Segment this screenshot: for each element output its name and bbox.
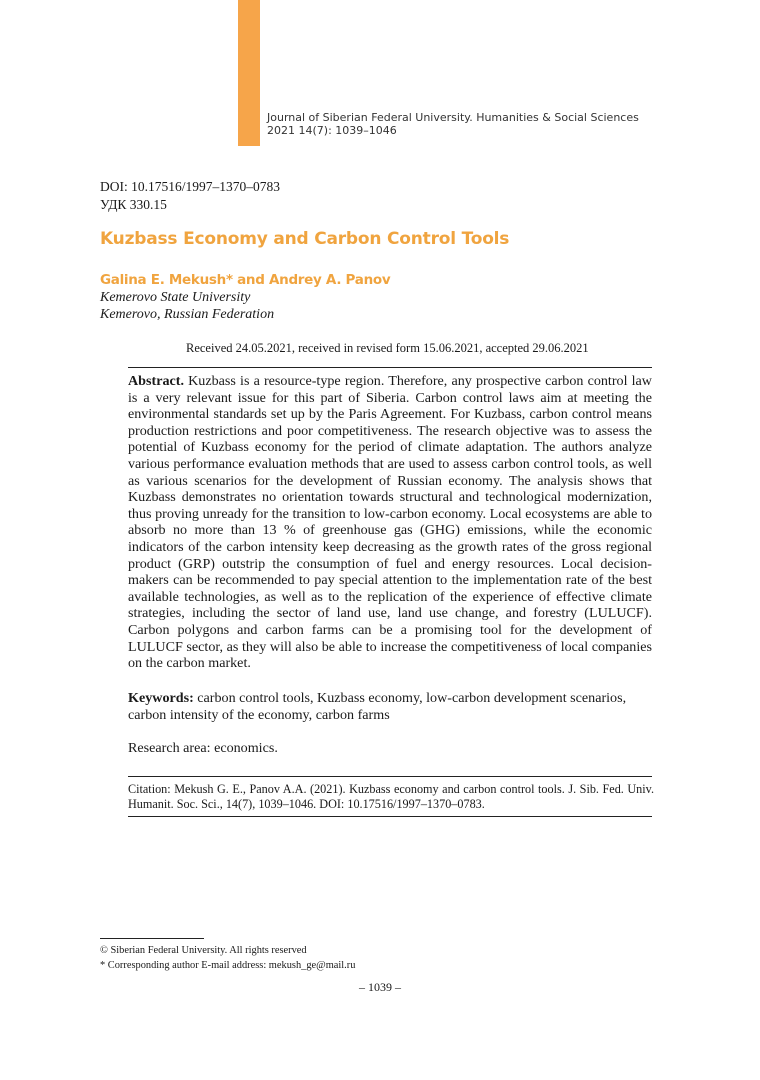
journal-name: Journal of Siberian Federal University. Humanities & Social Sciences bbox=[267, 111, 639, 124]
article-title: Kuzbass Economy and Carbon Control Tools bbox=[100, 229, 510, 249]
research-area: Research area: economics. bbox=[128, 740, 278, 756]
corresponding-author-note: * Corresponding author E-mail address: mekush_ge@mail.ru bbox=[100, 960, 356, 971]
journal-issue: 2021 14(7): 1039–1046 bbox=[267, 124, 397, 137]
keywords-text: carbon control tools, Kuzbass economy, low-carbon development scenarios, carbon intensity of the economy, carbon farms bbox=[128, 690, 627, 723]
affiliation bbox=[100, 289, 274, 323]
abstract-text: Kuzbass is a resource-type region. Therefore, any prospective carbon control law is a very relevant issue for this part of Siberia. Carbon control laws aim at meeting the environmental standards set up by the Paris Agreement. For Kuzbass, carbon control means production restrictions and poor competitiveness. The research objective was to assess the potential of Kuzbass economy for the period of climate adaptation. The authors analyze various performance evaluation methods that are used to assess carbon control tools, as well as various scenarios for the development of Russian economy. The analysis shows that Kuzbass demonstrates no orientation towards structural and technological modernization, thus proving unready for the transition to low-carbon economy. Local ecosystems are able to absorb no more than 13 % of greenhouse gas (GHG) emissions, while the economic indicators of the carbon intensity keep decreasing as the growth rates of the gross regional product (GRP) outstrip the consumption of fuel and energy resources. Local decision-makers can be recommended to pay special attention to the implementation rate of the best available technologies, as well as to the replication of the experience of effective climate strategies, including the sector of land use, land use change, and forestry (LULUCF). Carbon polygons and carbon farms can be a promising tool for the development of LULUCF sector, as they will also be able to increase the competitiveness of local companies on the carbon market. bbox=[128, 373, 652, 672]
citation: Citation: Mekush G. E., Panov A.A. (2021). Kuzbass economy and carbon control tools. J. Sib. Fed. Univ. Humanit. Soc. Sci., 14(7), 1039–1046. DOI: 10.17516/1997–1370–0783. bbox=[128, 782, 654, 812]
udk: УДК 330.15 bbox=[100, 197, 167, 212]
footnote-rule bbox=[100, 938, 204, 939]
abstract-label: Abstract. bbox=[128, 373, 184, 389]
copyright-note: © Siberian Federal University. All rights reserved bbox=[100, 945, 307, 956]
citation-bottom-rule bbox=[128, 816, 652, 817]
received-dates: Received 24.05.2021, received in revised form 15.06.2021, accepted 29.06.2021 bbox=[186, 341, 589, 355]
journal-header bbox=[267, 111, 737, 137]
page-number: – 1039 – bbox=[359, 980, 401, 994]
keywords bbox=[128, 690, 652, 723]
citation-top-rule bbox=[128, 776, 652, 777]
abstract-top-rule bbox=[128, 367, 652, 368]
article-identifiers bbox=[100, 178, 280, 214]
keywords-label: Keywords: bbox=[128, 690, 194, 706]
abstract bbox=[128, 373, 652, 672]
authors: Galina E. Mekush* and Andrey A. Panov bbox=[100, 272, 391, 288]
header-accent-bar bbox=[238, 0, 260, 146]
footnotes bbox=[100, 943, 355, 973]
affiliation-location: Kemerovo, Russian Federation bbox=[100, 307, 275, 322]
affiliation-university: Kemerovo State University bbox=[100, 290, 251, 305]
doi: DOI: 10.17516/1997–1370–0783 bbox=[100, 179, 280, 194]
